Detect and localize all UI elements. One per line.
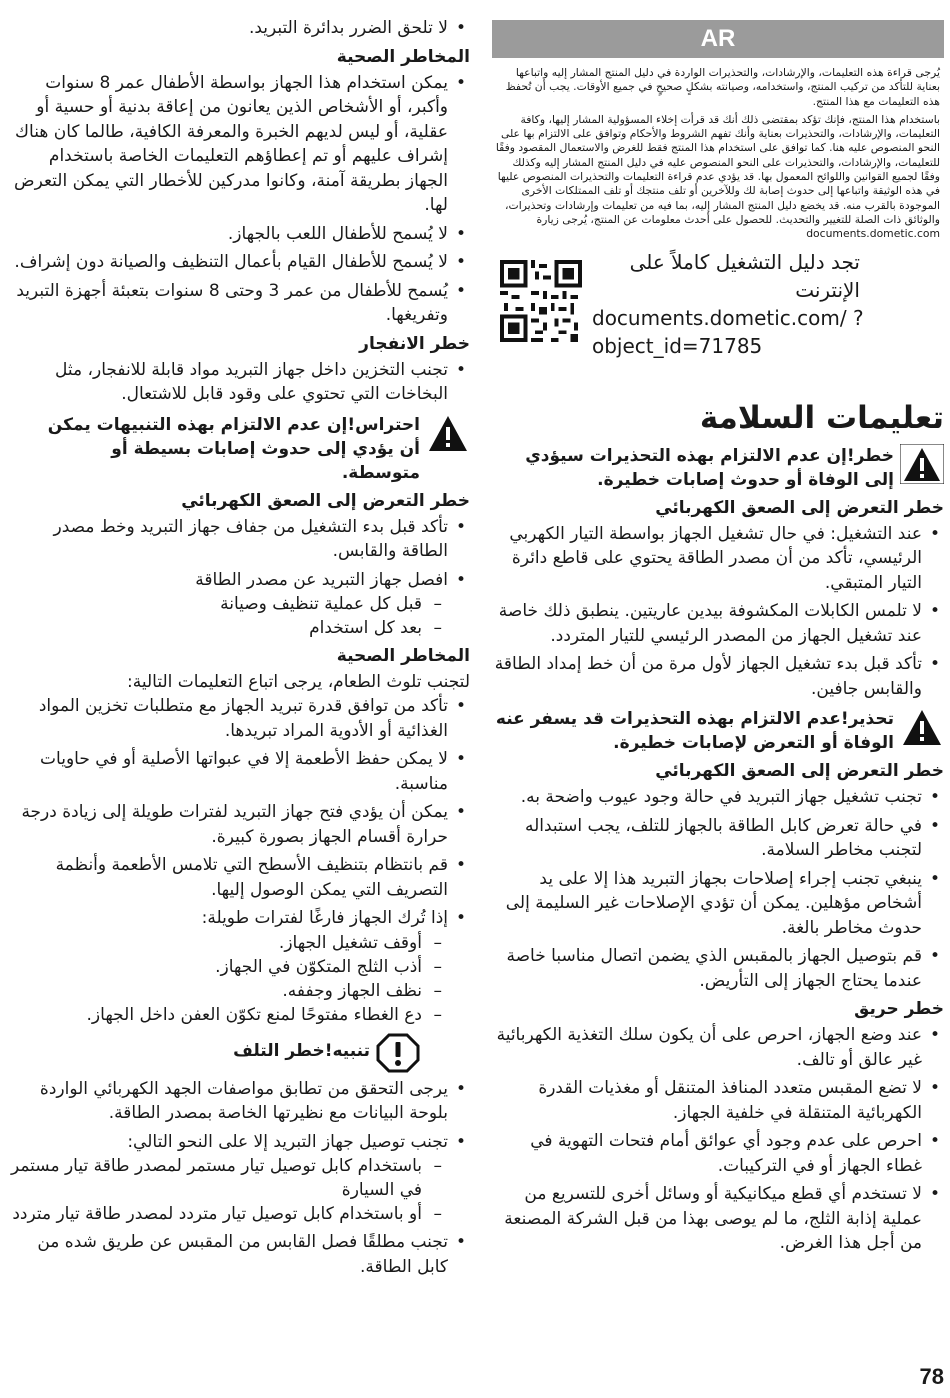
section-heading-health-1: المخاطر الصحية	[336, 46, 470, 67]
list-item: • احرص على عدم وجود أي عوائق أمام فتحات التهوية في غطاء الجهاز أو في التركيبات.	[492, 1129, 944, 1178]
list-item: • افصل جهاز التبريد عن مصدر الطاقة – قبل كل عملية تنظيف وصيانة – بعد كل استخدام	[6, 568, 470, 641]
section-heading-health-2: المخاطر الصحية	[336, 646, 470, 666]
sub-list-item: – أو باستخدام كابل توصيل تيار متردد لمصدر طاقة تيار متردد	[6, 1202, 448, 1226]
page-number: 78	[919, 1364, 944, 1389]
list-item: • تأكد من توافق قدرة تبريد الجهاز مع متطلبات تخزين المواد الغذائية أو الأدوية المراد تبريدها.	[6, 694, 470, 743]
list-item: • يمكن استخدام هذا الجهاز بواسطة الأطفال عمر 8 سنوات وأكبر، أو الأشخاص الذين يعانون من إعاقة بدنية أو حسية أو عقلية، أو ليس لديهم الخبرة والمعرفة الكافية، طالما كان هناك إشراف عليهم أو تم إعطاؤهم التعليمات الخاصة باستخدام الجهاز بطريقة آمنة، وكانوا مدركين للأخطار التي يمكن التعرض لها.	[6, 71, 470, 218]
list-item: • يرجى التحقق من تطابق مواصفات الجهد الكهربائي الواردة بلوحة البيانات مع نظيرتها الخاصة بمصدر الطاقة.	[6, 1077, 470, 1126]
online-manual-block	[492, 248, 944, 360]
section-heading-electric-1: خطر التعرض إلى الصعق الكهربائي	[655, 497, 944, 518]
page-title: تعليمات السلامة	[699, 399, 944, 436]
left-column	[6, 0, 470, 1283]
fire-risk-list	[492, 1023, 944, 1256]
electric-shock-list	[6, 515, 470, 641]
list-item: • تأكد قبل بدء التشغيل من جفاف جهاز التبريد وخط مصدر الطاقة والقابس.	[6, 515, 470, 564]
intro-paragraph-1: يُرجى قراءة هذه التعليمات، والإرشادات، والتحذيرات الواردة في دليل المنتج المشار إليه واتباعها بعناية للتأكد من تركيب المنتج، واستخدامه، وصيانته بشكلٍ صحيحٍ في جميع الأوقات. يجب أن تُحفظ هذه التعليمات مع هذا المنتج.	[505, 66, 940, 108]
list-item: • يُسمح للأطفال من عمر 3 وحتى 8 سنوات بتعبئة أجهزة التبريد وتفريغها.	[6, 279, 470, 328]
list-item: • لا تلحق الضرر بدائرة التبريد.	[6, 16, 470, 41]
list-item: • لا يمكن حفظ الأطعمة إلا في عبواتها الأصلية أو في حاويات مناسبة.	[6, 747, 470, 796]
list-item: • تأكد قبل بدء تشغيل الجهاز لأول مرة من أن خط إمداد الطاقة والقابس جافين.	[492, 652, 944, 701]
sub-list-item: – دع الغطاء مفتوحًا لمنع تكوّن العفن داخل الجهاز.	[6, 1003, 448, 1027]
list-item: • في حالة تعرض كابل الطاقة بالجهاز للتلف، يجب استبداله لتجنب مخاطر السلامة.	[492, 814, 944, 863]
list-item: • ينبغي تجنب إجراء إصلاحات بجهاز التبريد هذا إلا على يد أشخاص مؤهلين. يمكن أن تؤدي الإصلاحات غير السليمة إلى حدوث مخاطر بالغة.	[492, 867, 944, 941]
right-column	[492, 0, 944, 1260]
list-item: • يمكن أن يؤدي فتح جهاز التبريد لفترات طويلة إلى زيادة درجة حرارة أقسام الجهاز بصورة كبيرة.	[6, 800, 470, 849]
notice-exclamation-icon	[376, 1033, 420, 1073]
danger-warning: خطر!إن عدم الالتزام بهذه التحذيرات سيؤدي إلى الوفاة أو حدوث إصابات خطيرة.	[492, 444, 944, 492]
list-item: • قم بتوصيل الجهاز بالمقبس الذي يضمن اتصال مناسبا خاصة عندما يحتاج الجهاز إلى التأريض.	[492, 944, 944, 993]
health-risk-list-2	[6, 694, 470, 1027]
health-intro: لتجنب تلوث الطعام، يرجى اتباع التعليمات التالية:	[127, 672, 470, 692]
sub-list-item: – أوقف تشغيل الجهاز.	[6, 931, 448, 955]
list-item: • قم بانتظام بتنظيف الأسطح التي تلامس الأطعمة وأنظمة التصريف التي يمكن الوصول إليها.	[6, 853, 470, 902]
online-manual-label: تجد دليل التشغيل كاملاً على الإنترنت	[629, 249, 860, 302]
list-item: • تجنب مطلقًا فصل القابس من المقبس عن طريق شده من كابل الطاقة.	[6, 1230, 470, 1279]
health-risk-list-1	[6, 71, 470, 328]
sub-list-item: – قبل كل عملية تنظيف وصيانة	[6, 592, 448, 616]
sub-list-item: – باستخدام كابل توصيل تيار مستمر لمصدر طاقة تيار مستمر في السيارة	[6, 1154, 448, 1202]
section-heading-fire: خطر حريق	[854, 999, 944, 1020]
list-item: • تجنب التخزين داخل جهاز التبريد مواد قابلة للانفجار، مثل البخاخات التي تحتوي على وقود قابل للاشتعال.	[6, 358, 470, 407]
list-item: • عند وضع الجهاز، احرص على أن يكون سلك التغذية الكهربائية غير عالق أو تالف.	[492, 1023, 944, 1072]
list-item: • إذا تُرك الجهاز فارغًا لفترات طويلة: – أوقف تشغيل الجهاز. – أذب الثلج المتكوّن في الجهاز. – نظف الجهاز وجففه. – دع الغطاء مفتوحًا لمنع تكوّن العفن داخل الجهاز.	[6, 906, 470, 1027]
section-heading-explosion: خطر الانفجار	[359, 333, 470, 354]
list-item: • تجنب تشغيل جهاز التبريد في حالة وجود عيوب واضحة به.	[492, 785, 944, 810]
caution-warning: احتراس!إن عدم الالتزام بهذه التنبيهات يمكن أن يؤدي إلى حدوث إصابات بسيطة أو متوسطة.	[6, 413, 470, 485]
list-item: • لا تضع المقبس متعدد المنافذ المتنقل أو مغذيات القدرة الكهربائية المتنقلة في خلفية الجهاز.	[492, 1076, 944, 1125]
qr-code-icon[interactable]	[500, 260, 582, 342]
section-heading-electric: خطر التعرض إلى الصعق الكهربائي	[181, 490, 470, 511]
notice-warning: تنبيه!خطر التلف	[6, 1033, 420, 1073]
section-heading-electric-2: خطر التعرض إلى الصعق الكهربائي	[655, 761, 944, 782]
explosion-list	[6, 358, 470, 407]
list-item: • تجنب توصيل جهاز التبريد إلا على النحو التالي: – باستخدام كابل توصيل تيار مستمر لمصدر طاقة تيار مستمر في السيارة – أو باستخدام كابل توصيل تيار متردد لمصدر طاقة تيار متردد	[6, 1130, 470, 1227]
list-item: • لا يُسمح للأطفال القيام بأعمال التنظيف والصيانة دون إشراف.	[6, 250, 470, 275]
electric-shock-list-1	[492, 522, 944, 702]
warning-triangle-icon	[900, 444, 944, 484]
online-manual-link[interactable]: documents.dometic.com/ ?object_id=71785	[592, 305, 864, 358]
electric-shock-list-2	[492, 785, 944, 993]
intro-paragraph-2: باستخدام هذا المنتج، فإنك تؤكد بمقتضى ذلك أنك قد قرأت إخلاء المسؤولية المشار إليها، وكافة التعليمات، والإرشادات، والتحذيرات بعناية وأنك تفهم الشروط والأحكام وتوافق على الالتزام بها على النحو المنصوص عليه هنا. كما توافق على استخدام هذا المنتج فقط للغرض والاستعمال المقصود وفقًا للتعليمات، والإرشادات، والتحذيرات على النحو المنصوص عليه في دليل المنتج المشار إليه وكذلك وفقًا لجميع القوانين واللوائح المعمول بها. قد يؤدي عدم قراءة التعليمات والتحذيرات المنصوص عليها في هذه الوثيقة واتباعها إلى حدوث إصابة لك وللآخرين أو تلف منتجك أو تلف الممتلكات الأخرى الموجودة بالقرب منه. قد يخضع دليل المنتج المشار إليه، بما فيه من تعليمات وإرشادات وتحذيرات، والوثائق ذات الصلة للتغيير والتحديث. للحصول على أحدث معلومات عن المنتج، يُرجى زيارة documents.dometic.com	[495, 112, 940, 241]
sub-list-item: – نظف الجهاز وجففه.	[6, 979, 448, 1003]
warning-triangle-icon	[426, 413, 470, 453]
damage-list	[6, 1077, 470, 1280]
caution-warning: تحذير!عدم الالتزام بهذه التحذيرات قد يسفر عنه الوفاة أو التعرض لإصابات خطيرة.	[492, 707, 944, 755]
list-item: • عند التشغيل: في حال تشغيل الجهاز بواسطة التيار الكهربي الرئيسي، تأكد من أن مصدر الطاقة يحتوي على قاطع دائرة التيار المتبقي.	[492, 522, 944, 596]
warning-triangle-icon	[900, 707, 944, 747]
sub-list-item: – بعد كل استخدام	[6, 616, 448, 640]
list-item: • لا تستخدم أي قطع ميكانيكية أو وسائل أخرى للتسريع من عملية إذابة الثلج، ما لم يوصى بهذا من قبل الشركة المصنعة من أجل هذا الغرض.	[492, 1182, 944, 1256]
list-item: • لا تلمس الكابلات المكشوفة بيدين عاريتين. ينطبق ذلك خاصة عند تشغيل الجهاز من المصدر الرئيسي للتيار المتردد.	[492, 599, 944, 648]
language-bar: AR	[492, 20, 944, 58]
list-item: • لا يُسمح للأطفال اللعب بالجهاز.	[6, 222, 470, 247]
sub-list-item: – أذب الثلج المتكوّن في الجهاز.	[6, 955, 448, 979]
